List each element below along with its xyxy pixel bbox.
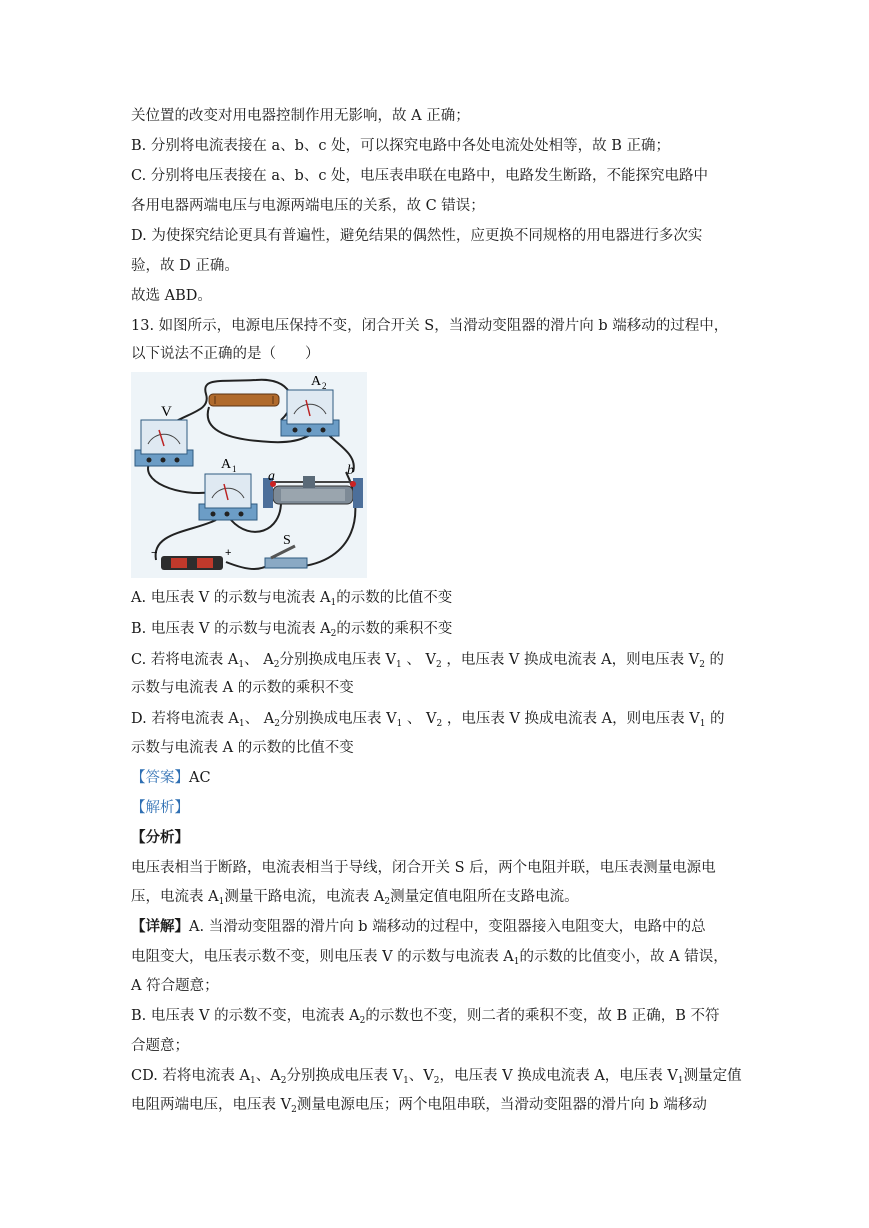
text-line: 故选 ABD。 xyxy=(131,288,212,304)
circuit-figure xyxy=(131,372,367,578)
option-a: A. 电压表 V 的示数与电流表 $A_1$的示数的比值不变 xyxy=(131,590,453,608)
option-d-cont: 示数与电流表 A 的示数的比值不变 xyxy=(131,740,354,756)
detail-line: A 符合题意； xyxy=(131,978,219,994)
battery-plus: + xyxy=(225,547,232,559)
battery xyxy=(161,556,223,570)
answer xyxy=(131,768,211,788)
fenxi-text-cont: 压，电流表 $A_1$测量干路电流，电流表 $A_2$测量定值电阻所在支路电流。 xyxy=(131,889,579,907)
detail-line: CD. 若将电流表 $A_1$、$A_2$分别换成电压表 $V_1$、$V_2$，电压表 V 换成电流表 A，电压表 $V_1$测量定值 xyxy=(131,1068,742,1086)
label-a1: A xyxy=(221,457,232,472)
option-b: B. 电压表 V 的示数与电流表 $A_2$的示数的乘积不变 xyxy=(131,621,453,639)
detail-line: 【详解】A. 当滑动变阻器的滑片向 b 端移动的过程中，变阻器接入电阻变大，电路中的总 xyxy=(131,918,706,935)
voltmeter-v xyxy=(135,420,193,466)
label-b: b xyxy=(347,463,354,478)
answer-value: AC xyxy=(189,770,211,786)
text-line: 各用电器两端电压与电源两端电压的关系，故 C 错误； xyxy=(131,198,485,214)
label-a2-sub: 2 xyxy=(322,381,327,391)
text-line: C. 分别将电压表接在 a、b、c 处，电压表串联在电路中，电路发生断路，不能探究电路中 xyxy=(131,168,709,184)
ammeter-a1 xyxy=(199,474,257,520)
text-line: 验，故 D 正确。 xyxy=(131,258,239,274)
battery-minus: − xyxy=(151,547,158,559)
analysis-label: 【解析】 xyxy=(131,800,189,816)
fenxi-label: 【分析】 xyxy=(131,829,189,846)
answer-label: 【答案】 xyxy=(131,770,189,786)
ammeter-a2 xyxy=(281,390,339,436)
text-line: B. 分别将电流表接在 a、b、c 处，可以探究电路中各处电流处处相等，故 B 正确； xyxy=(131,138,671,154)
question-13-stem: 13. 如图所示，电源电压保持不变，闭合开关 S，当滑动变阻器的滑片向 b 端移动的过程中， xyxy=(131,318,729,334)
label-v: V xyxy=(161,404,172,420)
label-a1-sub: 1 xyxy=(232,464,237,474)
label-a2: A xyxy=(311,374,322,389)
question-13-stem-cont: 以下说法不正确的是（ ） xyxy=(131,346,320,362)
option-c: C. 若将电流表 $A_1$、 $A_2$分别换成电压表 $V_1$ 、 $V_2$ ，电压表 V 换成电流表 A，则电压表 $V_2$ 的 xyxy=(131,652,725,670)
text-line: D. 为使探究结论更具有普遍性，避免结果的偶然性，应更换不同规格的用电器进行多次实 xyxy=(131,228,703,244)
detail-line: 合题意； xyxy=(131,1038,189,1054)
text-line: 关位置的改变对用电器控制作用无影响，故 A 正确； xyxy=(131,108,470,124)
detail-label: 【详解】 xyxy=(131,918,189,935)
detail-line: 电阻变大，电压表示数不变，则电压表 V 的示数与电流表 $A_1$的示数的比值变小，故 A 错误， xyxy=(131,949,728,967)
label-a: a xyxy=(268,469,275,484)
option-c-cont: 示数与电流表 A 的示数的乘积不变 xyxy=(131,680,354,696)
resistor xyxy=(209,394,279,406)
fenxi-text: 电压表相当于断路，电流表相当于导线，闭合开关 S 后，两个电阻并联，电压表测量电源电 xyxy=(131,860,716,876)
option-d: D. 若将电流表 $A_1$、 $A_2$分别换成电压表 $V_1$ 、 $V_2$ ，电压表 V 换成电流表 A，则电压表 $V_1$ 的 xyxy=(131,711,725,729)
label-s: S xyxy=(283,533,291,548)
detail-line: B. 电压表 V 的示数不变，电流表 $A_2$的示数也不变，则二者的乘积不变，故 B 正确，B 不符 xyxy=(131,1008,720,1026)
detail-line: 电阻两端电压，电压表 $V_2$测量电源电压；两个电阻串联，当滑动变阻器的滑片向 b 端移动 xyxy=(131,1097,707,1115)
